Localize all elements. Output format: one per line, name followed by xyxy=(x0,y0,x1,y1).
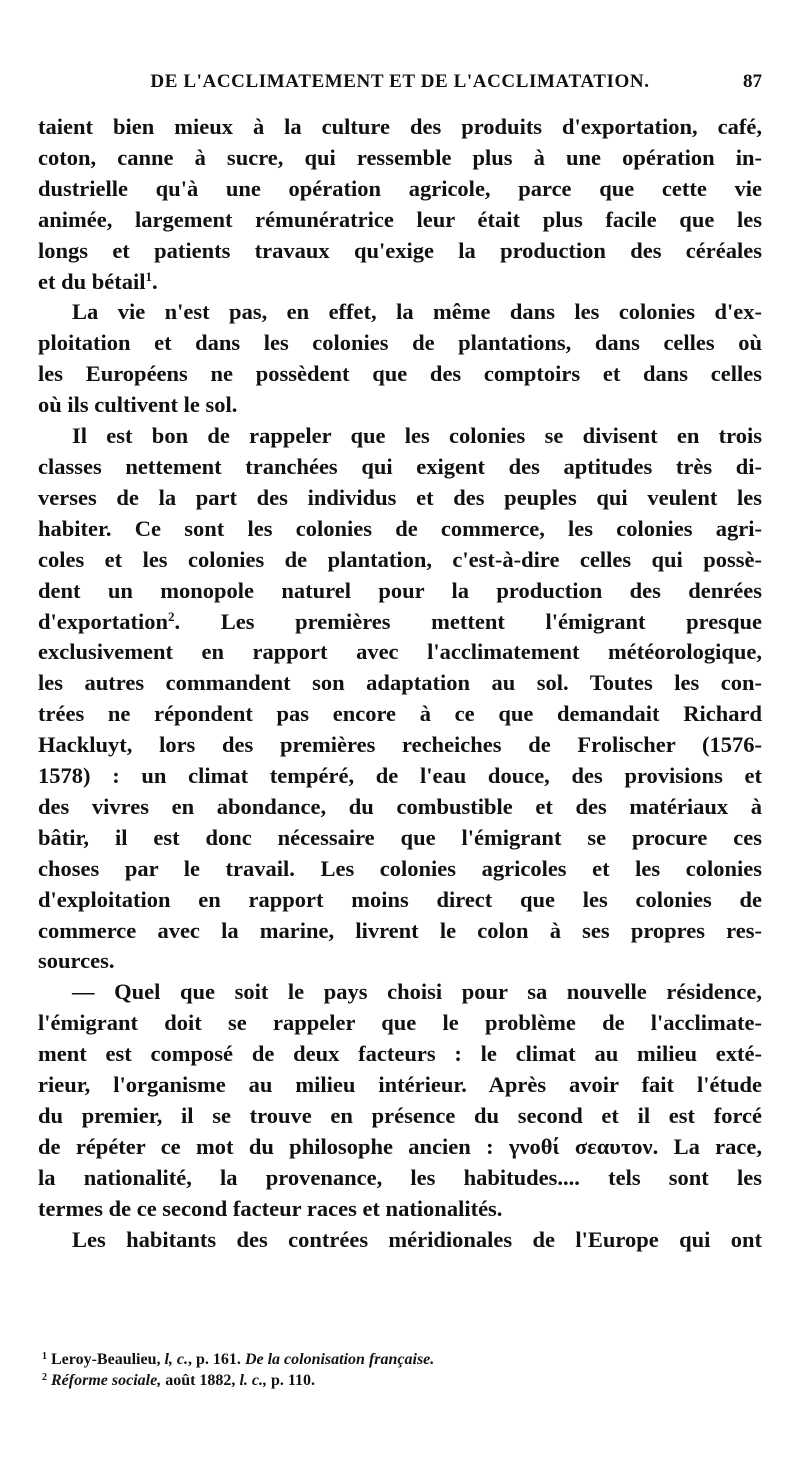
text-line: verses de la part des individus et des peuples qui veulent les xyxy=(38,484,762,510)
text-line xyxy=(38,607,762,638)
footnote-ref: 2 xyxy=(168,608,175,624)
footnotes xyxy=(38,1349,762,1391)
footnote-text: p. 110. xyxy=(266,1372,315,1389)
text-fragment: La vie n'est pas, en effet, la même dans les colonies d'ex- xyxy=(72,299,762,325)
text-line: les Européens ne possèdent que des comptoirs et dans celles xyxy=(38,361,762,387)
text-line: choses par le travail. Les colonies agricoles et les colonies xyxy=(38,855,762,881)
text-line: rieur, l'organisme au milieu intérieur. Après avoir fait l'étude xyxy=(38,1072,762,1098)
text-line: bâtir, il est donc nécessaire que l'émigrant se procure ces xyxy=(38,824,762,850)
text-line xyxy=(38,977,762,1008)
paragraph xyxy=(38,1225,762,1256)
paragraph xyxy=(38,297,762,421)
text-line: les autres commandent son adaptation au sol. Toutes les con- xyxy=(38,670,762,696)
paragraph xyxy=(38,421,762,977)
text-line xyxy=(38,297,762,328)
text-line: longs et patients travaux qu'exige la production des céréales xyxy=(38,237,762,263)
text-line: ploitation et dans les colonies de plantations, dans celles où xyxy=(38,330,762,356)
text-line: taient bien mieux à la culture des produits d'exportation, café, xyxy=(38,114,762,139)
footnote xyxy=(38,1349,762,1370)
text-line: Hackluyt, lors des premières recheiches de Frolischer (1576- xyxy=(38,732,762,758)
page-number: 87 xyxy=(743,71,762,92)
text-line: du premier, il se trouve en présence du second et il est forcé xyxy=(38,1103,762,1128)
text-line: d'exploitation en rapport moins direct que les colonies de xyxy=(38,886,762,912)
footnote-text: Leroy-Beaulieu, xyxy=(51,1351,165,1368)
text-line: de répéter ce mot du philosophe ancien : γνοθί σεαυτον. La race, xyxy=(38,1133,762,1159)
text-line: où ils cultivent le sol. xyxy=(38,392,238,418)
text-line: coton, canne à sucre, qui ressemble plus à une opération in- xyxy=(38,144,762,170)
text-line: coles et les colonies de plantation, c'est-à-dire celles qui possè- xyxy=(38,546,762,572)
text-fragment: et du bétail xyxy=(38,268,146,294)
footnote-text: août 1882, xyxy=(161,1372,240,1389)
text-line xyxy=(38,1225,762,1256)
text-line: habiter. Ce sont les colonies de commerce, les colonies agri- xyxy=(38,515,762,541)
footnote-text: l, c. xyxy=(164,1351,189,1368)
text-line: l'émigrant doit se rappeler que le problème de l'acclimate- xyxy=(38,1010,762,1036)
footnote-mark: 1 xyxy=(42,1351,47,1362)
footnote-mark: 2 xyxy=(42,1372,47,1383)
text-line: animée, largement rémunératrice leur était plus facile que les xyxy=(38,206,762,232)
running-title: DE L'ACCLIMATEMENT ET DE L'ACCLIMATATION. xyxy=(150,71,650,92)
footnote-text: De la colonisation française. xyxy=(244,1351,435,1368)
text-fragment: Les habitants des contrées méridionales de l'Europe qui ont xyxy=(72,1226,762,1252)
text-fragment: . xyxy=(152,268,158,294)
paragraph xyxy=(38,112,762,297)
text-fragment: d'exportation xyxy=(38,608,169,634)
text-fragment: — Quel que soit le pays choisi pour sa nouvelle résidence, xyxy=(72,979,762,1005)
footnote-ref: 1 xyxy=(145,268,153,284)
text-line: classes nettement tranchées qui exigent des aptitudes très di- xyxy=(38,453,762,479)
text-line: des vivres en abondance, du combustible et des matériaux à xyxy=(38,793,762,819)
footnote-text: l. c., xyxy=(239,1372,267,1389)
footnote-text: , p. 161. xyxy=(188,1351,245,1368)
text-line: la nationalité, la provenance, les habitudes.... tels sont les xyxy=(38,1164,762,1190)
text-line: dustrielle qu'à une opération agricole, parce que cette vie xyxy=(38,175,762,201)
page-header xyxy=(38,68,762,100)
body-text xyxy=(38,112,762,1256)
text-line: ment est composé de deux facteurs : le climat au milieu exté- xyxy=(38,1041,762,1067)
text-line: termes de ce second facteur races et nationalités. xyxy=(38,1195,503,1221)
footnote xyxy=(38,1370,762,1391)
text-line: 1578) : un climat tempéré, de l'eau douce, des provisions et xyxy=(38,763,762,789)
footnote-text: Réforme sociale, xyxy=(51,1372,162,1389)
text-line: exclusivement en rapport avec l'acclimatement météorologique, xyxy=(38,639,762,665)
paragraph xyxy=(38,977,762,1224)
text-line xyxy=(38,421,762,452)
text-line: commerce avec la marine, livrent le colon à ses propres res- xyxy=(38,917,762,943)
text-line: sources. xyxy=(38,948,115,974)
text-fragment: Il est bon de rappeler que les colonies se divisent en trois xyxy=(72,423,762,449)
text-fragment: . Les premières mettent l'émigrant presque xyxy=(174,608,762,634)
text-line xyxy=(38,267,762,298)
text-line: dent un monopole naturel pour la production des denrées xyxy=(38,577,762,603)
text-line: trées ne répondent pas encore à ce que demandait Richard xyxy=(38,701,762,727)
